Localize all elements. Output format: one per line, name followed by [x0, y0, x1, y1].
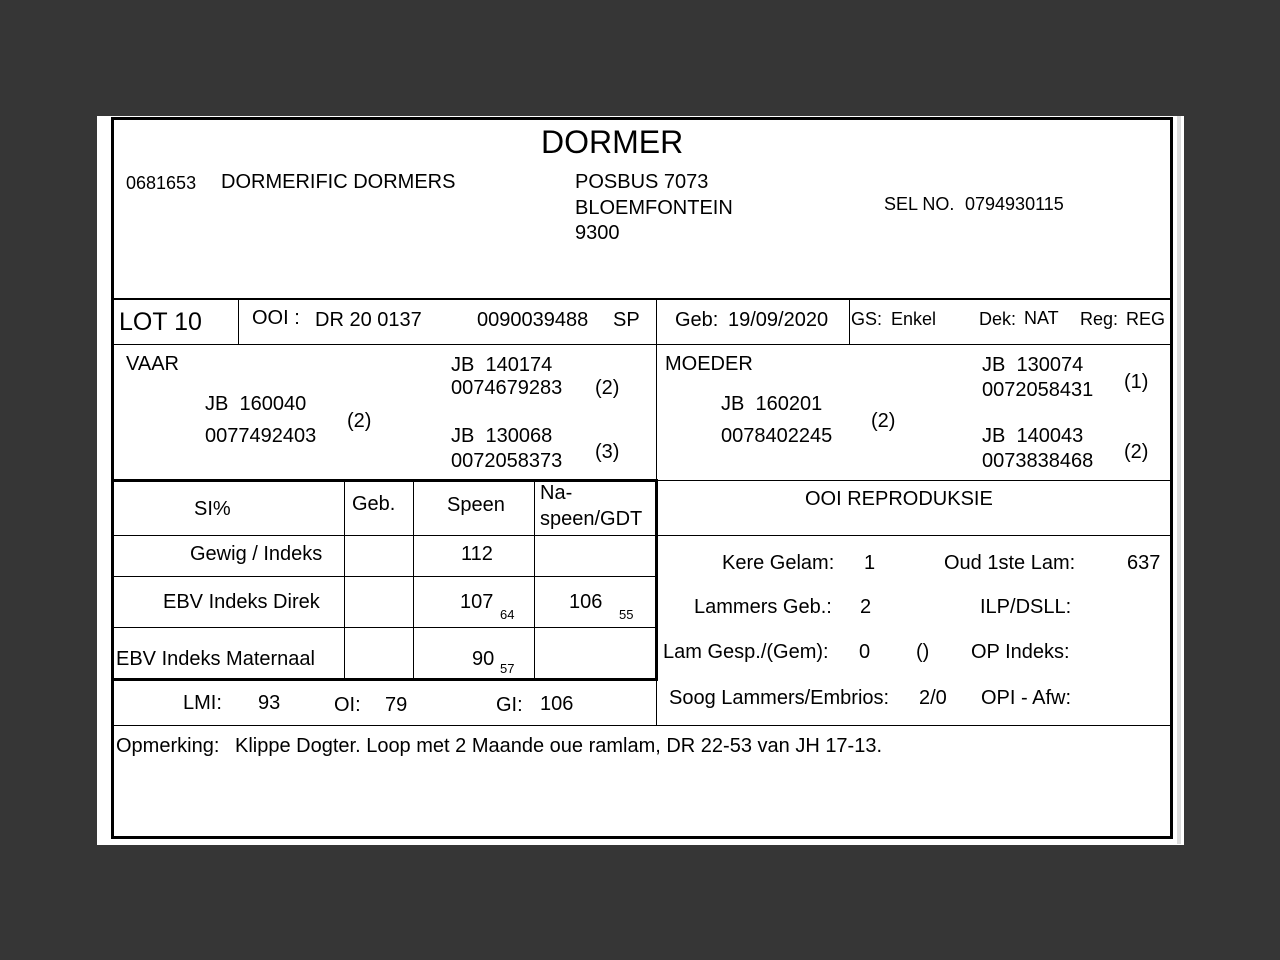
vaar-dam-grade: (3): [595, 441, 620, 463]
lammers-geb-label: Lammers Geb.:: [694, 596, 832, 618]
lot-cell-divider: [238, 300, 239, 345]
table-bottom-divider: [113, 678, 658, 681]
row-ebv-direk-label: EBV Indeks Direk: [163, 591, 320, 613]
address-line3: 9300: [575, 222, 620, 244]
cropped-red-footer: [165, 838, 1125, 846]
soog-lammers-label: Soog Lammers/Embrios:: [669, 687, 890, 709]
row-gewig-indeks-speen: 112: [461, 543, 493, 565]
gs-value: Enkel: [891, 309, 937, 329]
soog-lammers-value: 2/0: [919, 687, 947, 709]
oud-lam-value: 637: [1127, 552, 1161, 574]
moeder-dam-grade: (2): [1124, 441, 1149, 463]
geb-label: Geb:: [675, 309, 719, 331]
sel-no-label: SEL NO.: [884, 194, 955, 214]
ooi-number: 0090039488: [477, 309, 589, 331]
moeder-grade: (2): [871, 410, 896, 432]
page-edge-shadow: [1177, 116, 1181, 844]
pedigree-divider-right: [658, 480, 1172, 481]
frame-right-border: [1170, 117, 1173, 839]
breeder-name: DORMERIFIC DORMERS: [221, 171, 456, 193]
op-indeks-label: OP Indeks:: [971, 641, 1070, 663]
lam-gesp-label: Lam Gesp./(Gem):: [663, 641, 829, 663]
lmi-value: 93: [258, 692, 281, 714]
lmi-label: LMI:: [183, 692, 222, 714]
ooi-grade: SP: [613, 309, 640, 331]
table-row2-divider: [113, 627, 657, 628]
vaar-sire-number: 0074679283: [451, 377, 563, 399]
gi-value: 106: [540, 693, 574, 715]
geb-column-header: Geb.: [352, 493, 396, 515]
lammers-geb-value: 2: [860, 596, 872, 618]
table-col-speen-divider: [413, 482, 414, 680]
row-ebv-maternaal-label: EBV Indeks Maternaal: [116, 648, 315, 670]
ilp-dsll-label: ILP/DSLL:: [980, 596, 1072, 618]
vaar-dam-id: JB 130068: [451, 425, 553, 447]
table-col-naspeen-divider: [534, 482, 535, 680]
kere-gelam-label: Kere Gelam:: [722, 552, 835, 574]
lam-gesp-value: 0: [859, 641, 871, 663]
ooi-label: OOI :: [252, 307, 300, 329]
moeder-sire-grade: (1): [1124, 371, 1149, 393]
table-row1-divider: [113, 576, 657, 577]
gi-label: GI:: [496, 694, 523, 716]
breed-title: DORMER: [541, 124, 684, 160]
vaar-dam-number: 0072058373: [451, 450, 563, 472]
naspeen-column-header-line2: speen/GDT: [540, 508, 643, 530]
dek-value: NAT: [1024, 308, 1059, 328]
moeder-sire-id: JB 130074: [982, 354, 1084, 376]
frame-top-border: [111, 117, 1173, 120]
breeder-number: 0681653: [126, 173, 197, 193]
moeder-sire-number: 0072058431: [982, 379, 1094, 401]
header-divider: [113, 298, 1172, 300]
oud-lam-label: Oud 1ste Lam:: [944, 552, 1076, 574]
address-line1: POSBUS 7073: [575, 171, 709, 193]
reg-label: Reg:: [1080, 309, 1119, 329]
row-ebv-maternaal-speen-accuracy: 57: [500, 661, 515, 676]
table-right-border: [655, 480, 658, 680]
ooi-id: DR 20 0137: [315, 309, 422, 331]
reg-value: REG: [1126, 309, 1166, 329]
lot-divider: [113, 344, 1172, 345]
remark-label: Opmerking:: [116, 735, 220, 757]
opi-afw-label: OPI - Afw:: [981, 687, 1072, 709]
oi-label: OI:: [334, 694, 361, 716]
row-ebv-direk-naspeen: 106: [569, 591, 603, 613]
moeder-dam-number: 0073838468: [982, 450, 1094, 472]
row-ebv-direk-naspeen-accuracy: 55: [619, 607, 634, 622]
vaar-label: VAAR: [126, 353, 179, 375]
geb-date: 19/09/2020: [728, 309, 829, 331]
row-ebv-maternaal-speen: 90: [472, 648, 495, 670]
remark-text: Klippe Dogter. Loop met 2 Maande oue ramlam, DR 22-53 van JH 17-13.: [235, 735, 883, 757]
pedigree-divider-left: [113, 479, 658, 482]
moeder-number: 0078402245: [721, 425, 833, 447]
reproduction-title: OOI REPRODUKSIE: [805, 488, 993, 510]
moeder-id: JB 160201: [721, 393, 823, 415]
speen-column-header: Speen: [447, 494, 505, 516]
dek-label: Dek:: [979, 309, 1017, 329]
naspeen-column-header-line1: Na-: [540, 482, 573, 504]
row-ebv-direk-speen: 107: [460, 591, 494, 613]
table-col-geb-divider: [344, 482, 345, 680]
gs-label: GS:: [851, 309, 883, 329]
row-ebv-direk-speen-accuracy: 64: [500, 607, 515, 622]
vaar-sire-grade: (2): [595, 377, 620, 399]
moeder-label: MOEDER: [665, 353, 753, 375]
gs-cell-divider: [849, 300, 850, 345]
address-line2: BLOEMFONTEIN: [575, 197, 733, 219]
frame-left-border: [111, 117, 114, 839]
indices-divider: [113, 725, 1172, 726]
oi-value: 79: [385, 694, 408, 716]
moeder-dam-id: JB 140043: [982, 425, 1084, 447]
table-header-divider: [113, 535, 1172, 536]
lot-label: LOT 10: [119, 308, 202, 336]
vaar-grade: (2): [347, 410, 372, 432]
vaar-id: JB 160040: [205, 393, 307, 415]
vaar-sire-id: JB 140174: [451, 354, 553, 376]
vaar-number: 0077492403: [205, 425, 317, 447]
lam-gesp-gem: (): [916, 641, 930, 663]
si-column-header: SI%: [194, 498, 231, 520]
kere-gelam-value: 1: [864, 552, 876, 574]
row-gewig-indeks-label: Gewig / Indeks: [190, 543, 323, 565]
sel-no-value: 0794930115: [965, 194, 1064, 214]
